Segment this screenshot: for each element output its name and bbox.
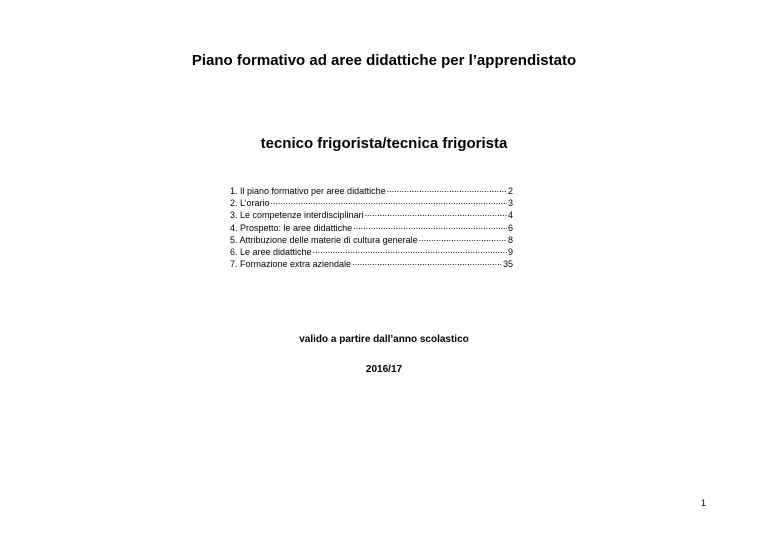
toc-entry-page: 9 bbox=[507, 247, 513, 258]
toc-entry-page: 8 bbox=[507, 234, 513, 245]
validity-text: valido a partire dall’anno scolastico bbox=[299, 334, 469, 345]
toc-entry-page: 4 bbox=[507, 210, 513, 221]
toc-leader-dots bbox=[419, 233, 507, 243]
toc-entry-label: 7. Formazione extra aziendale bbox=[230, 259, 352, 270]
toc-entry-page: 35 bbox=[502, 259, 513, 270]
table-of-contents bbox=[230, 184, 513, 269]
toc-leader-dots bbox=[387, 184, 507, 194]
toc-entry-label: 1. Il piano formativo per aree didattiche bbox=[230, 186, 386, 196]
document-title: Piano formativo ad aree didattiche per l’apprendistato bbox=[191, 52, 577, 69]
toc-entry[interactable] bbox=[230, 208, 513, 220]
toc-entry-label: 4. Prospetto: le aree didattiche bbox=[230, 222, 353, 233]
school-year: 2016/17 bbox=[365, 364, 403, 375]
toc-entry-label: 3. Le competenze interdisciplinari bbox=[230, 210, 364, 221]
toc-leader-dots bbox=[365, 208, 507, 218]
toc-entry-label: 5. Attribuzione delle materie di cultura generale bbox=[230, 234, 418, 245]
toc-entry-label: 6. Le aree didattiche bbox=[230, 247, 312, 258]
toc-leader-dots bbox=[353, 221, 507, 231]
toc-entry-page: 6 bbox=[507, 222, 513, 233]
toc-entry-label: 2. L’orario bbox=[230, 198, 270, 209]
toc-leader-dots bbox=[271, 196, 507, 206]
toc-entry-page: 2 bbox=[507, 186, 513, 196]
toc-entry-page: 3 bbox=[507, 198, 513, 209]
toc-leader-dots bbox=[352, 257, 502, 267]
toc-entry[interactable] bbox=[230, 245, 513, 257]
toc-entry[interactable] bbox=[230, 257, 513, 269]
toc-entry[interactable] bbox=[230, 221, 513, 233]
toc-entry[interactable] bbox=[230, 233, 513, 245]
page-number: 1 bbox=[700, 498, 706, 508]
toc-entry[interactable] bbox=[230, 196, 513, 208]
toc-leader-dots bbox=[313, 245, 507, 255]
toc-entry[interactable] bbox=[230, 184, 513, 196]
document-subtitle: tecnico frigorista/tecnica frigorista bbox=[260, 135, 508, 152]
